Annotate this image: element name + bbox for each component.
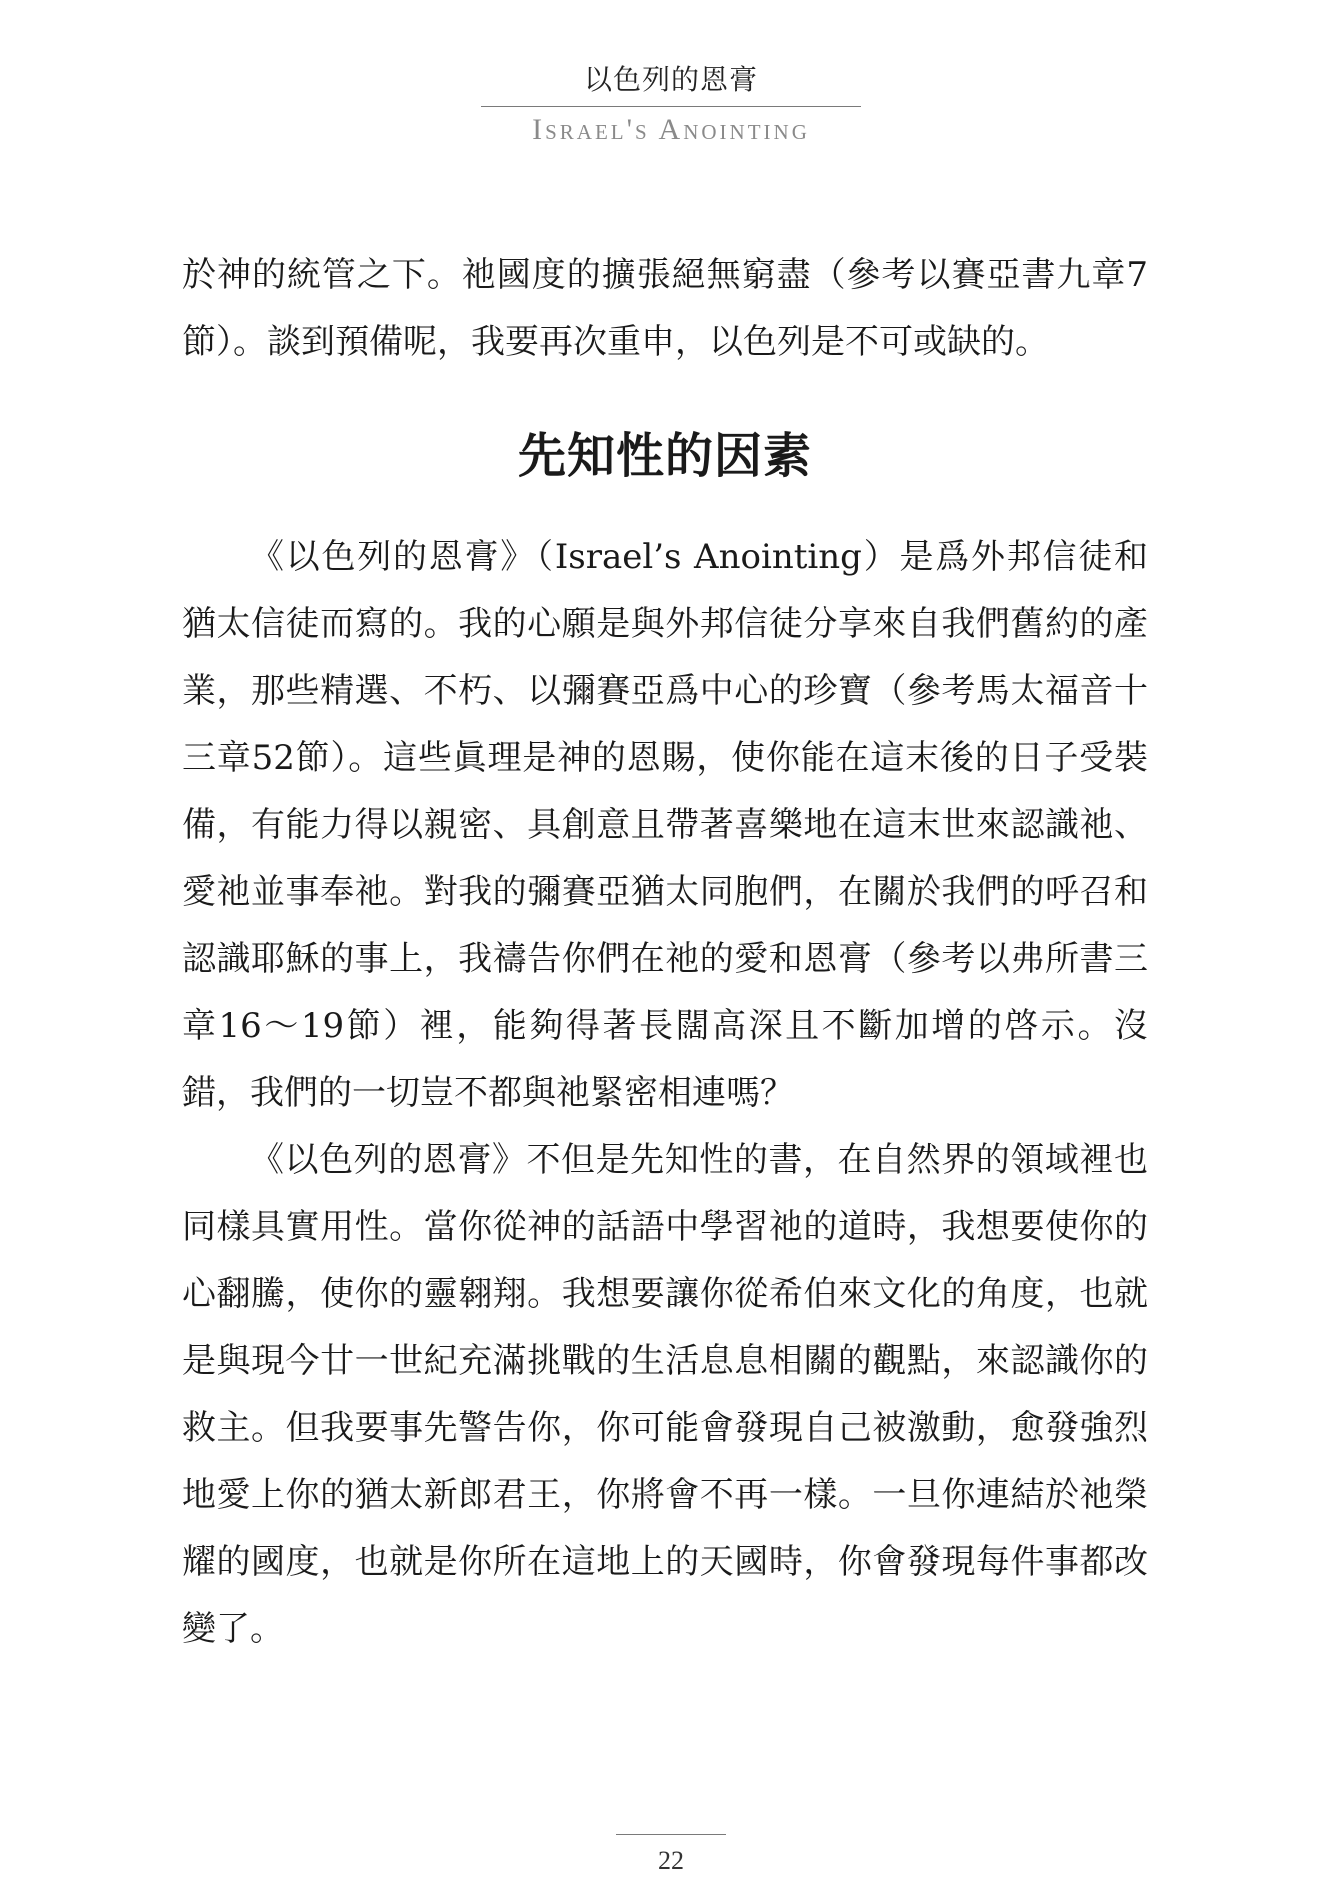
book-subtitle: Israel's Anointing (532, 113, 810, 146)
body-paragraph: 《以色列的恩膏》不但是先知性的書，在自然界的領域裡也同樣具實用性。當你從神的話語中學習祂的道時，我想要使你的心翻騰，使你的靈翱翔。我想要讓你從希伯來文化的角度，也就是與現今廿一世紀充滿挑戰的生活息息相關的觀點，來認識你的救主。但我要事先警告你，你可能會發現自己被激動，愈發強烈地愛上你的猶太新郎君王，你將會不再一樣。一旦你連結於祂榮耀的國度，也就是你所在這地上的天國時，你會發現每件事都改變了。 (182, 1140, 1148, 1649)
header-divider (481, 106, 861, 107)
body-paragraph: 《以色列的恩膏》（Israel’s Anointing）是爲外邦信徒和猶太信徒而寫的。我的心願是與外邦信徒分享來自我們舊約的產業，那些精選、不朽、以彌賽亞爲中心的珍寶（參考馬太福音十三章52節）。這些眞理是神的恩賜，使你能在這末後的日子受裝備，有能力得以親密、具創意且帶著喜樂地在這末世來認識祂、愛祂並事奉祂。對我的彌賽亞猶太同胞們，在關於我們的呼召和認識耶穌的事上，我禱告你們在祂的愛和恩膏（參考以弗所書三章16～19節）裡，能夠得著長闊高深且不斷加增的啓示。沒錯，我們的一切豈不都與祂緊密相連嗎？ (182, 537, 1148, 1113)
book-title: 以色列的恩膏 (583, 63, 758, 96)
page-body (182, 242, 1148, 1663)
section-heading: 先知性的因素 (517, 428, 812, 484)
page-footer (0, 1834, 1342, 1879)
page-number: 22 (658, 1846, 684, 1875)
footer-divider (616, 1834, 726, 1835)
running-header (0, 60, 1342, 151)
continuation-paragraph: 於神的統管之下。祂國度的擴張絕無窮盡（參考以賽亞書九章7節）。談到預備呢，我要再次重申，以色列是不可或缺的。 (182, 255, 1148, 362)
